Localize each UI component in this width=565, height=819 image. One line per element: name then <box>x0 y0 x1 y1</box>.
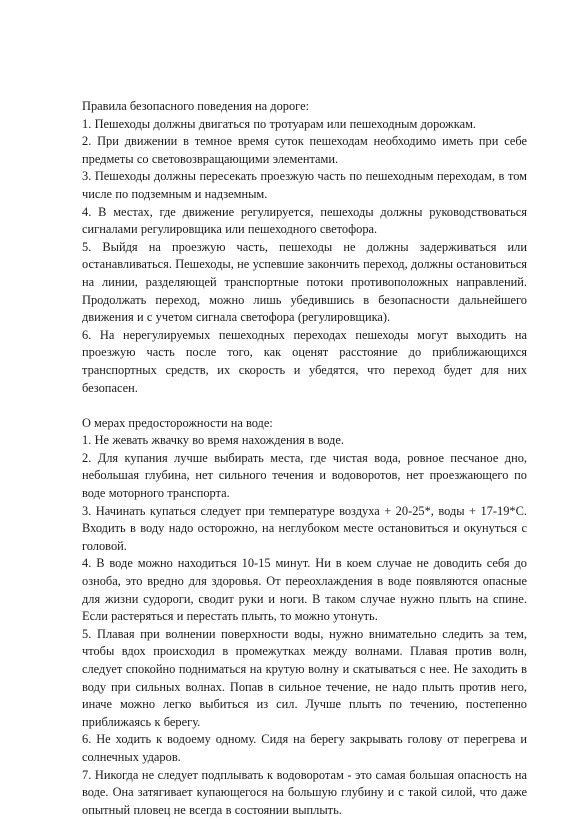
section-title: Правила безопасного поведения на дороге: <box>82 99 310 113</box>
rule-item: 5. Выйдя на проезжую часть, пешеходы не должны задерживаться или останавливаться. Пешеходы, не успевшие закончить переход, должны остановиться на линии, разделяющей транспортные потоки противоположных направлений. Продолжать переход, можно лишь убедившись в безопасности дальнейшего движения и с учетом сигнала светофора (регулировщика). <box>82 239 527 325</box>
road-safety-section <box>82 98 527 397</box>
rule-item: 7. Никогда не следует подплывать к водоворотам - это самая большая опасность на воде. Она затягивает купающегося на большую глубину и с такой силой, что даже опытный пловец не всегда в состоянии выплыть. <box>82 767 527 817</box>
rule-item: 5. Плавая при волнении поверхности воды, нужно внимательно следить за тем, чтобы вдох происходил в промежутках между волнами. Плавая против волн, следует спокойно подниматься на крутую волну и скатываться с нее. Не заходить в воду при сильных волнах. Попав в сильное течение, не надо плыть против него, иначе можно легко выбиться из сил. Лучше плыть по течению, постепенно приближаясь к берегу. <box>82 626 527 729</box>
rule-item: 4. В воде можно находиться 10-15 минут. Ни в коем случае не доводить себя до озноба, это вредно для здоровья. От переохлаждения в воде появляются опасные для жизни судороги, сводит руки и ноги. В таком случае нужно плыть на спине. Если растеряться и перестать плыть, то можно утонуть. <box>82 556 527 624</box>
rule-item: 3. Начинать купаться следует при температуре воздуха + 20-25*, воды + 17-19*С. Входить в воду надо осторожно, на неглубоком месте остановиться и окунуться с головой. <box>82 503 527 553</box>
section-title: О мерах предосторожности на воде: <box>82 415 273 430</box>
rule-item: 2. При движении в темное время суток пешеходам необходимо иметь при себе предметы со световозвращающими элементами. <box>82 134 527 166</box>
rule-item: 6. Не ходить к водоему одному. Сидя на берегу закрывать голову от перегрева и солнечных ударов. <box>82 732 527 764</box>
rule-item: 4. В местах, где движение регулируется, пешеходы должны руководствоваться сигналами регулировщика или пешеходного светофора. <box>82 204 527 237</box>
rule-item: 3. Пешеходы должны пересекать проезжую часть по пешеходным переходам, в том числе по подземным и надземным. <box>82 169 527 201</box>
rule-item: 6. На нерегулируемых пешеходных переходах пешеходы могут выходить на проезжую часть после того, как оценят расстояние до приближающихся транспортных средств, их скорость и убедятся, что переход будет для них безопасен. <box>82 327 527 395</box>
water-safety-section <box>82 415 527 819</box>
section-gap <box>82 397 527 415</box>
rule-item: 1. Пешеходы должны двигаться по тротуарам или пешеходным дорожкам. <box>82 116 477 131</box>
rule-item: 2. Для купания лучше выбирать места, где чистая вода, ровное песчаное дно, небольшая глубина, нет сильного течения и водоворотов, нет проезжающего по воде моторного транспорта. <box>82 450 527 501</box>
rule-item: 1. Не жевать жвачку во время нахождения в воде. <box>82 433 344 448</box>
